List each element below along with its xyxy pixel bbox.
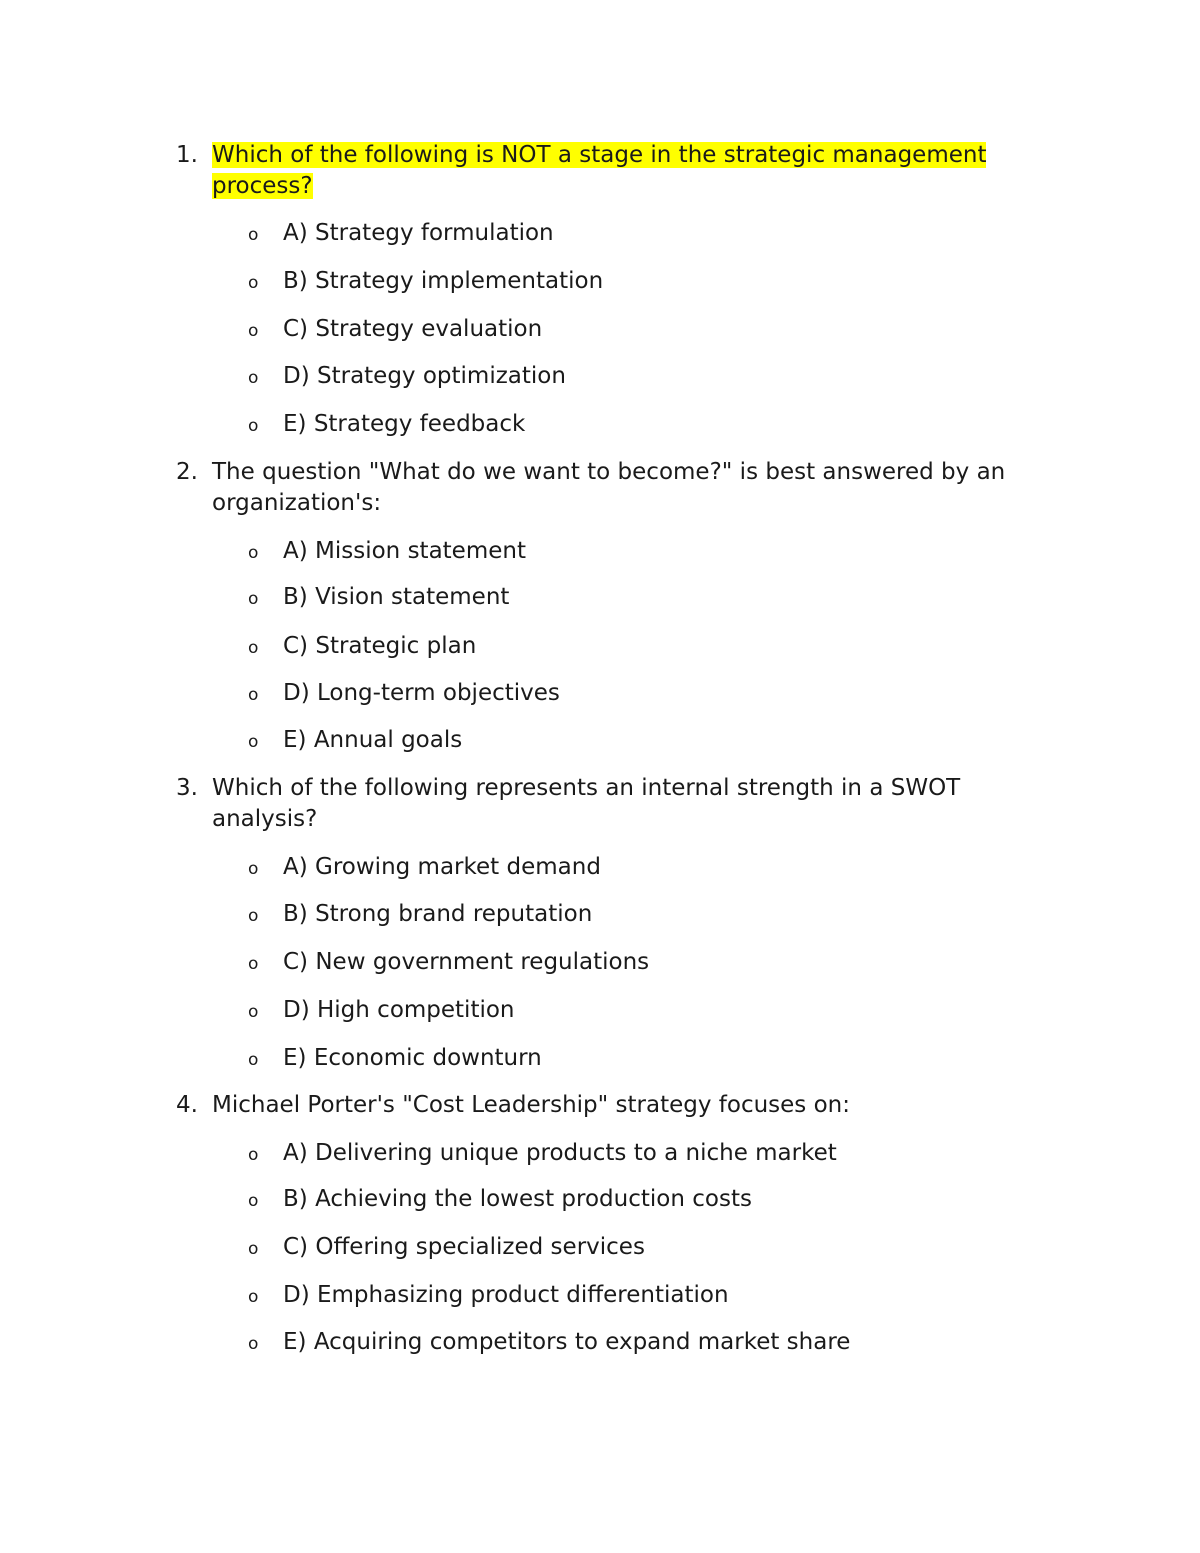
option-3a xyxy=(248,852,601,882)
option-1d xyxy=(248,361,566,391)
option-3e xyxy=(248,1043,542,1073)
option-1c xyxy=(248,314,542,344)
option-text: B) Vision statement xyxy=(283,584,510,610)
bullet-icon: o xyxy=(248,1145,259,1165)
question-3 xyxy=(176,773,1056,835)
question-number: 3. xyxy=(176,775,198,801)
option-text: E) Acquiring competitors to expand market share xyxy=(283,1329,851,1355)
bullet-icon: o xyxy=(248,859,259,879)
option-4c xyxy=(248,1232,645,1262)
bullet-icon: o xyxy=(248,1239,259,1259)
bullet-icon: o xyxy=(248,1287,259,1307)
option-2d xyxy=(248,678,560,708)
option-4e xyxy=(248,1327,850,1357)
option-4a xyxy=(248,1138,837,1168)
option-text: A) Strategy formulation xyxy=(283,220,554,246)
option-text: C) Offering specialized services xyxy=(283,1234,645,1260)
option-text: D) Strategy optimization xyxy=(283,363,566,389)
question-1 xyxy=(176,140,1056,202)
option-text: A) Mission statement xyxy=(283,538,526,564)
highlighted-question-text: Which of the following is NOT a stage in the strategic management process? xyxy=(212,142,987,199)
bullet-icon: o xyxy=(248,954,259,974)
bullet-icon: o xyxy=(248,685,259,705)
option-1e xyxy=(248,409,525,439)
option-text: A) Growing market demand xyxy=(283,854,601,880)
option-text: C) Strategic plan xyxy=(283,633,477,659)
bullet-icon: o xyxy=(248,543,259,563)
bullet-icon: o xyxy=(248,225,259,245)
bullet-icon: o xyxy=(248,589,259,609)
option-text: E) Annual goals xyxy=(283,727,463,753)
option-text: C) New government regulations xyxy=(283,949,650,975)
bullet-icon: o xyxy=(248,1002,259,1022)
question-text: Which of the following represents an internal strength in a SWOT analysis? xyxy=(212,775,961,832)
question-4 xyxy=(176,1090,1056,1121)
bullet-icon: o xyxy=(248,732,259,752)
option-text: A) Delivering unique products to a niche market xyxy=(283,1140,837,1166)
option-text: B) Strong brand reputation xyxy=(283,901,593,927)
option-3c xyxy=(248,947,649,977)
question-text: The question "What do we want to become?" is best answered by an organization's: xyxy=(212,459,1006,516)
question-number: 1. xyxy=(176,142,198,168)
option-2a xyxy=(248,536,526,566)
option-text: C) Strategy evaluation xyxy=(283,316,543,342)
bullet-icon: o xyxy=(248,368,259,388)
option-text: D) Emphasizing product differentiation xyxy=(283,1282,729,1308)
option-4b xyxy=(248,1184,752,1214)
question-text xyxy=(212,140,1056,202)
option-text: E) Strategy feedback xyxy=(283,411,526,437)
bullet-icon: o xyxy=(248,273,259,293)
option-1a xyxy=(248,218,554,248)
option-2c xyxy=(248,631,476,661)
option-2e xyxy=(248,725,462,755)
option-text: D) High competition xyxy=(283,997,515,1023)
option-3b xyxy=(248,899,592,929)
option-4d xyxy=(248,1280,729,1310)
bullet-icon: o xyxy=(248,321,259,341)
bullet-icon: o xyxy=(248,1050,259,1070)
bullet-icon: o xyxy=(248,1191,259,1211)
question-number: 4. xyxy=(176,1092,198,1118)
option-3d xyxy=(248,995,515,1025)
option-text: D) Long-term objectives xyxy=(283,680,560,706)
option-text: E) Economic downturn xyxy=(283,1045,542,1071)
bullet-icon: o xyxy=(248,906,259,926)
question-number: 2. xyxy=(176,459,198,485)
option-text: B) Achieving the lowest production costs xyxy=(283,1186,752,1212)
option-2b xyxy=(248,582,509,612)
bullet-icon: o xyxy=(248,416,259,436)
option-text: B) Strategy implementation xyxy=(283,268,604,294)
bullet-icon: o xyxy=(248,1334,259,1354)
question-text: Michael Porter's "Cost Leadership" strategy focuses on: xyxy=(212,1092,851,1118)
bullet-icon: o xyxy=(248,638,259,658)
question-2 xyxy=(176,457,1056,519)
option-1b xyxy=(248,266,603,296)
